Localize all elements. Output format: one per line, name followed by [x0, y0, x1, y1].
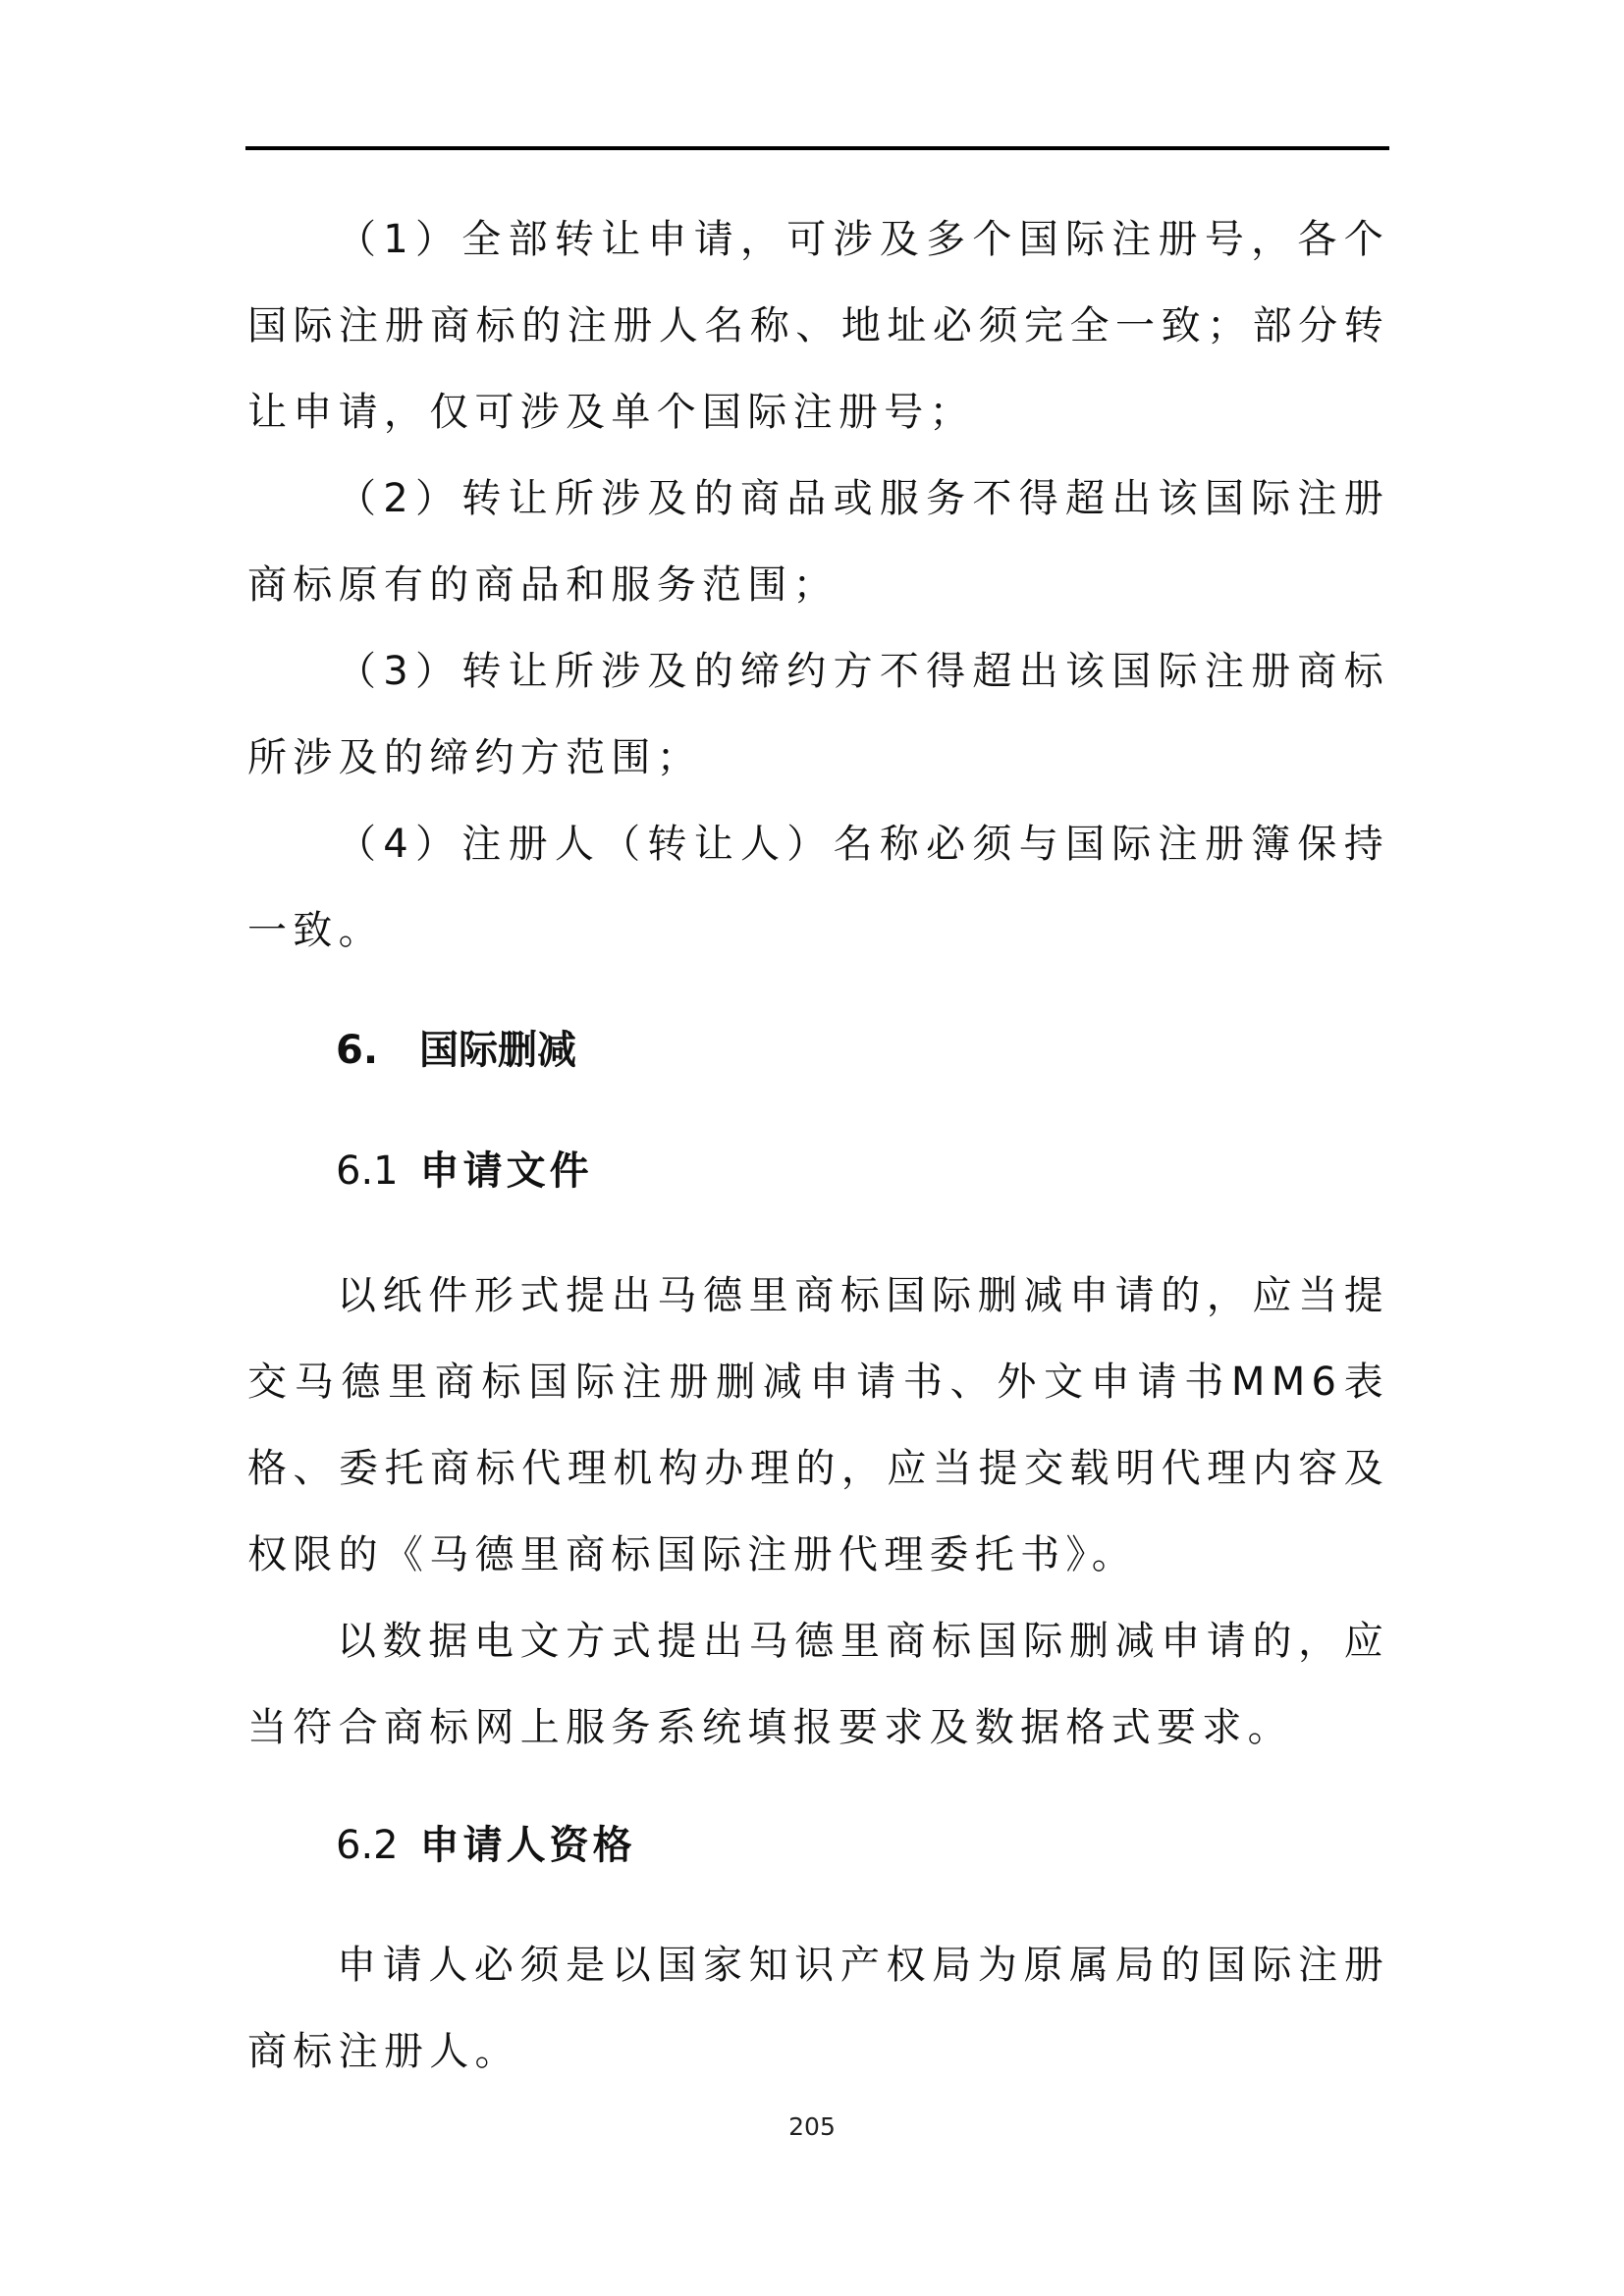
subsection-number: 6.1 [336, 1148, 399, 1194]
page-number: 205 [788, 2112, 836, 2141]
paragraph-transfer-condition-3: （3）转让所涉及的缔约方不得超出该国际注册商标所涉及的缔约方范围； [247, 649, 1389, 780]
subsection-heading-6-2 [336, 1816, 636, 1875]
subsection-heading-6-1 [336, 1142, 593, 1201]
paragraph-transfer-condition-2: （2）转让所涉及的商品或服务不得超出该国际注册商标原有的商品和服务范围； [247, 476, 1389, 608]
subsection-title: 申请文件 [419, 1148, 593, 1194]
subsection-title: 申请人资格 [419, 1823, 636, 1868]
subsection-number: 6.2 [336, 1823, 399, 1868]
paragraph-paper-application: 以纸件形式提出马德里商标国际删减申请的，应当提交马德里商标国际注册删减申请书、外文申请书MM6表格、委托商标代理机构办理的，应当提交载明代理内容及权限的《马德里商标国际注册代理委托书》。 [247, 1273, 1389, 1577]
paragraph-transfer-condition-1: （1）全部转让申请，可涉及多个国际注册号，各个国际注册商标的注册人名称、地址必须完全一致；部分转让申请，仅可涉及单个国际注册号； [247, 217, 1389, 435]
header-rule [245, 146, 1389, 150]
section-number: 6. [336, 1028, 379, 1073]
paragraph-applicant-qualification: 申请人必须是以国家知识产权局为原属局的国际注册商标注册人。 [247, 1943, 1389, 2074]
section-heading-6 [336, 1021, 576, 1080]
paragraph-electronic-application: 以数据电文方式提出马德里商标国际删减申请的，应当符合商标网上服务系统填报要求及数据格式要求。 [247, 1619, 1389, 1750]
section-title: 国际删减 [419, 1028, 577, 1073]
paragraph-transfer-condition-4: （4）注册人（转让人）名称必须与国际注册簿保持一致。 [247, 822, 1389, 953]
